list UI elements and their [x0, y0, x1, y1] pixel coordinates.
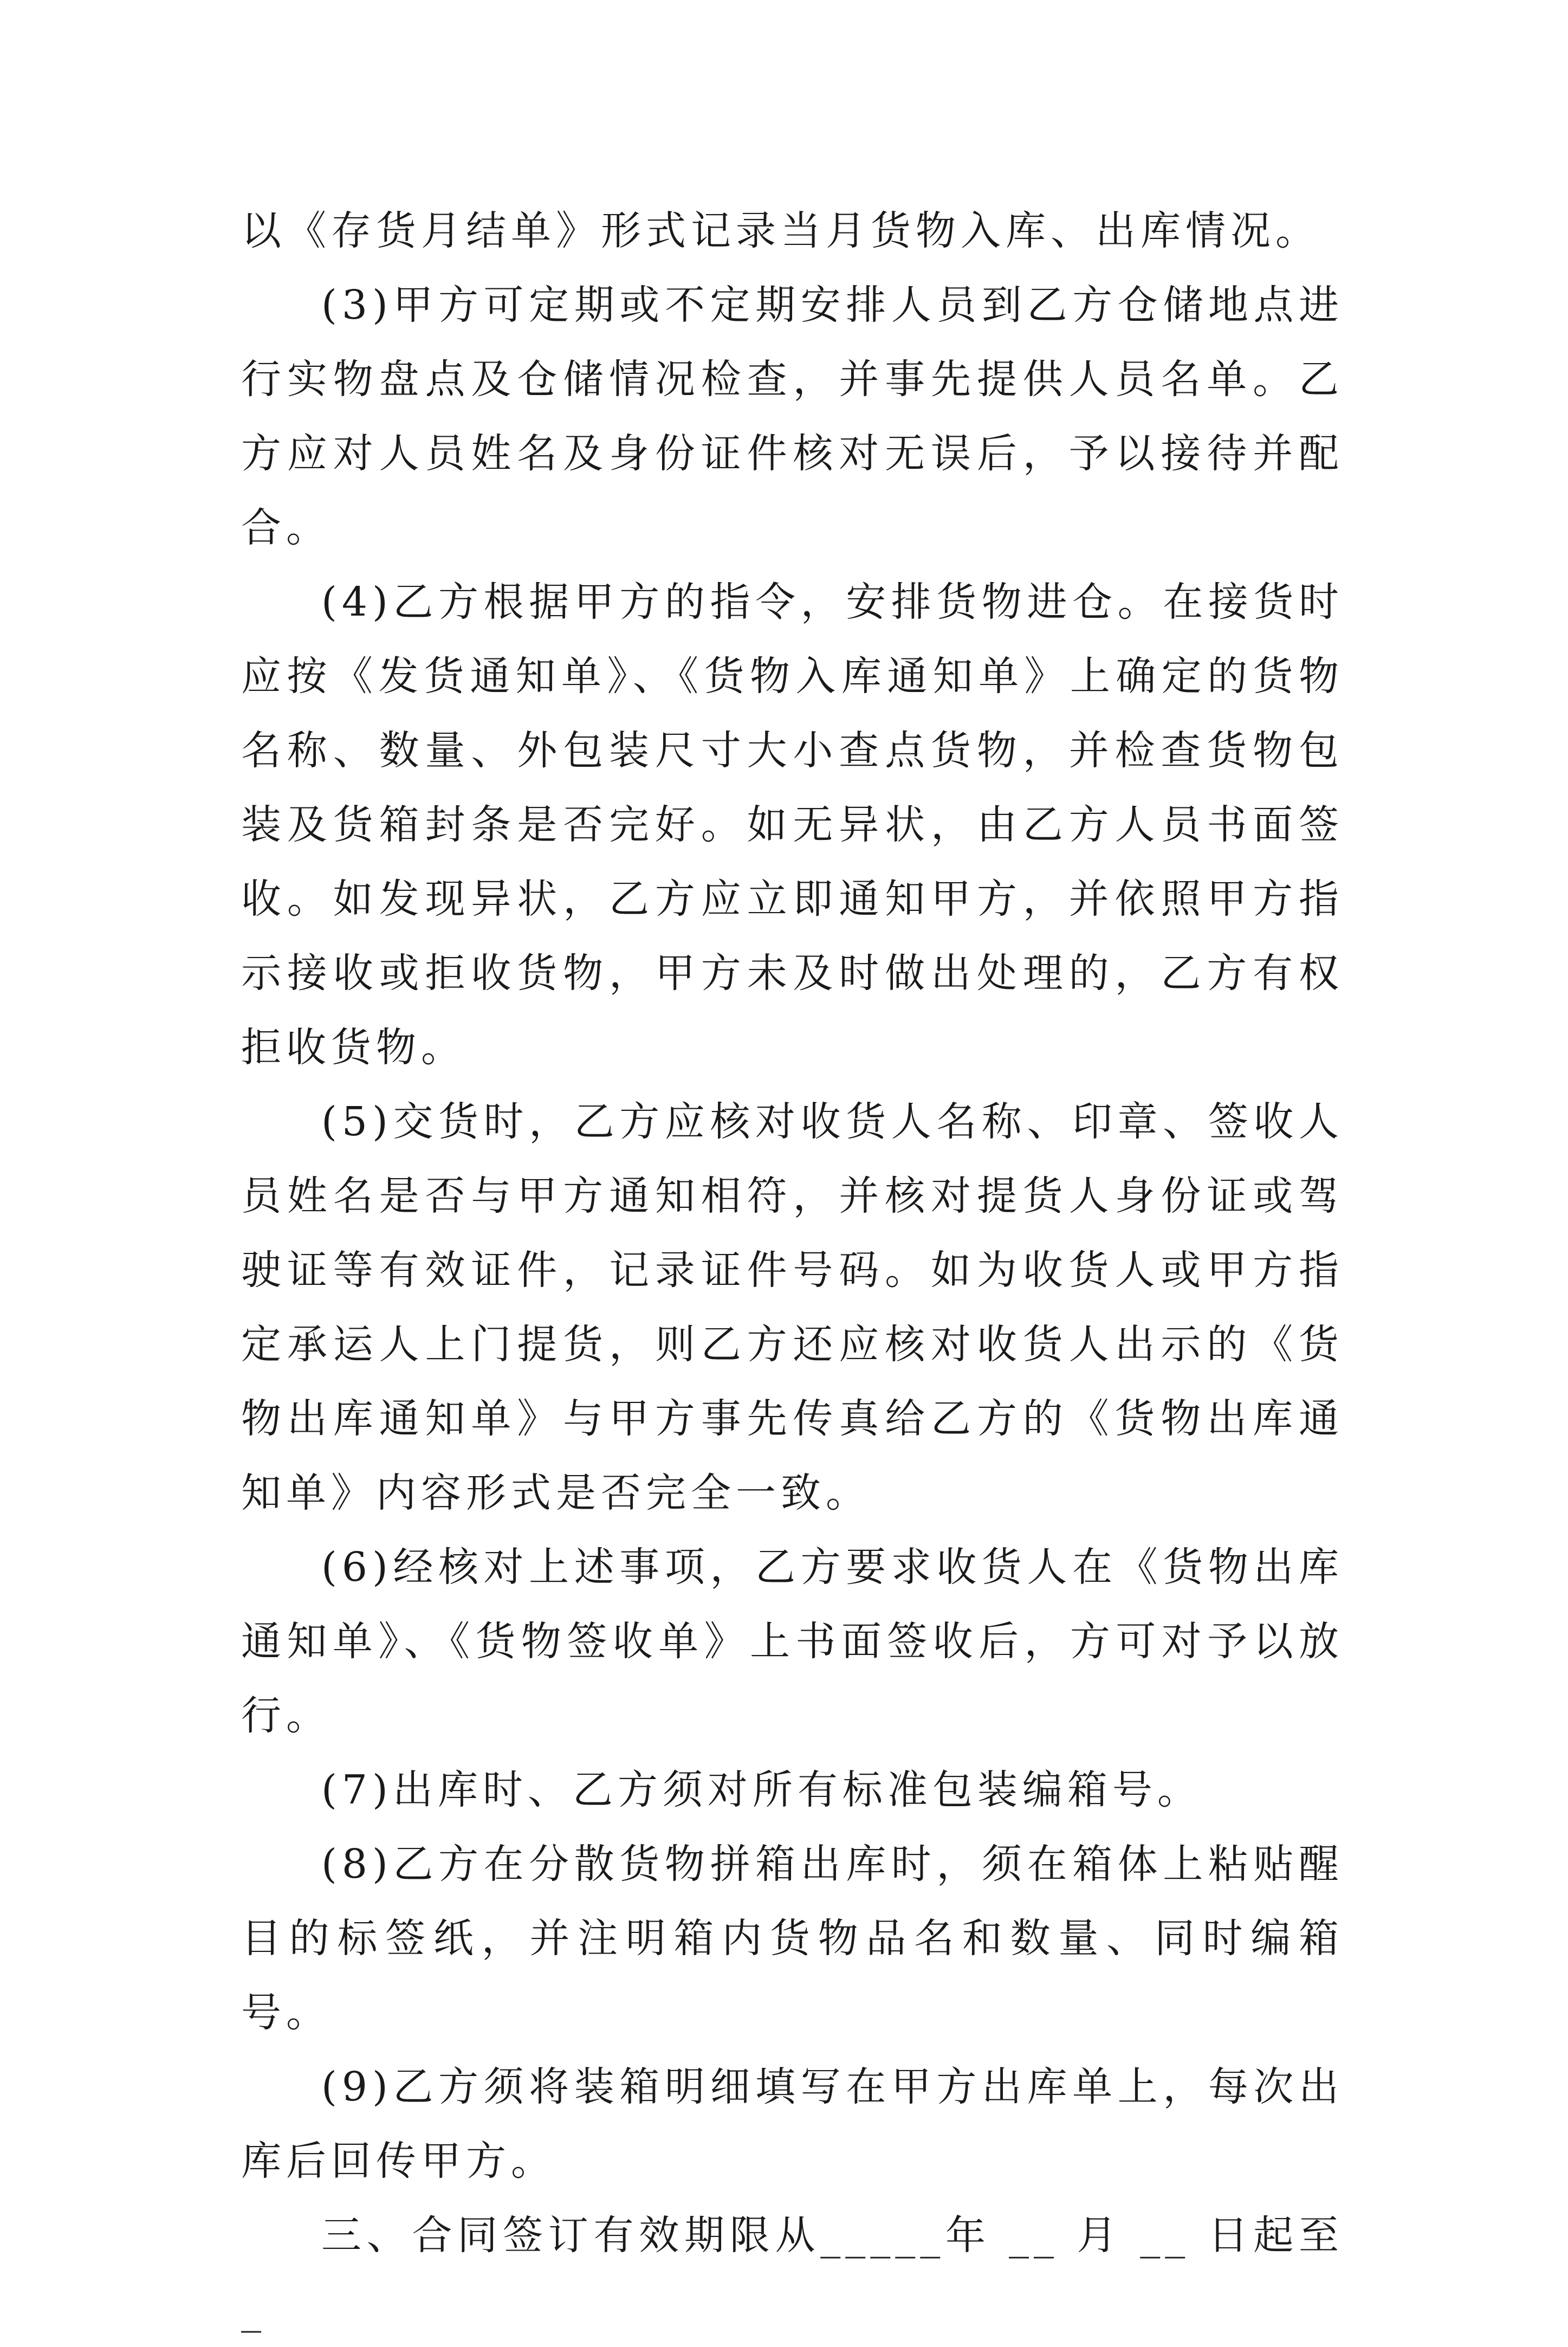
- paragraph-item-4: (4)乙方根据甲方的指令，安排货物进仓。在接货时应按《发货通知单》、《货物入库通知单》上确定的货物名称、数量、外包装尺寸大小查点货物，并检查货物包装及货箱封条是否完好。如无异状，由乙方人员书面签收。如发现异状，乙方应立即通知甲方，并依照甲方指示接收或拒收货物，甲方未及时做出处理的，乙方有权拒收货物。: [241, 579, 1344, 1071]
- paragraph-item-6: (6)经核对上述事项，乙方要求收货人在《货物出库通知单》、《货物签收单》上书面签收后，方可对予以放行。: [241, 1544, 1344, 1739]
- paragraph-section-3: 三、合同签订有效期限从_____年 __ 月 __ 日起至 _: [241, 2212, 1344, 2333]
- paragraph-item-8: (8)乙方在分散货物拼箱出库时，须在箱体上粘贴醒目的标签纸，并注明箱内货物品名和数量、同时编箱号。: [241, 1841, 1344, 2036]
- paragraph-item-3: (3)甲方可定期或不定期安排人员到乙方仓储地点进行实物盘点及仓储情况检查，并事先提供人员名单。乙方应对人员姓名及身份证件核对无误后，予以接待并配合。: [241, 282, 1344, 551]
- paragraph-item-5: (5)交货时，乙方应核对收货人名称、印章、签收人员姓名是否与甲方通知相符，并核对提货人身份证或驾驶证等有效证件，记录证件号码。如为收货人或甲方指定承运人上门提货，则乙方还应核对收货人出示的《货物出库通知单》与甲方事先传真给乙方的《货物出库通知单》内容形式是否完全一致。: [241, 1098, 1344, 1516]
- paragraph-1: 以《存货月结单》形式记录当月货物入库、出库情况。: [241, 208, 1320, 254]
- document-body: [241, 194, 1344, 2347]
- paragraph-item-7: (7)出库时、乙方须对所有标准包装编箱号。: [321, 1767, 1202, 1813]
- paragraph-item-9: (9)乙方须将装箱明细填写在甲方出库单上，每次出库后回传甲方。: [241, 2064, 1344, 2184]
